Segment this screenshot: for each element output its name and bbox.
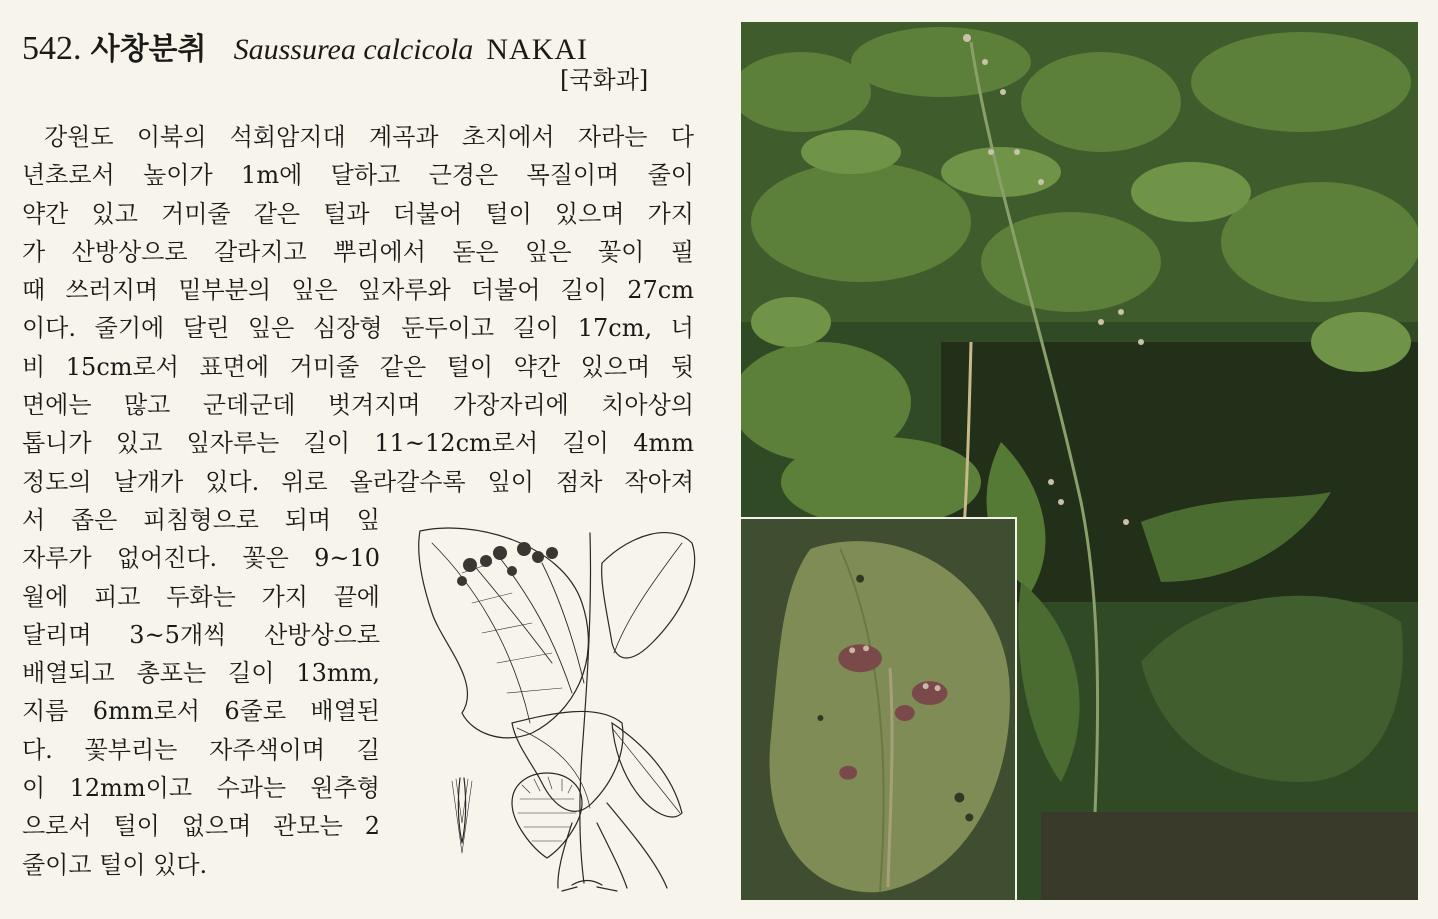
description-line: 지름 6mm로서 6줄로 배열된 [22,697,380,726]
description-line: 자루가 없어진다. 꽃은 9~10 [22,544,380,573]
inset-closeup-photo [741,517,1017,900]
description-line: 강원도 이북의 석회암지대 계곡과 초지에서 자라는 다 [44,123,694,151]
korean-name: 사창분취 [90,32,207,67]
description-line: 약간 있고 거미줄 같은 털과 더불어 털이 있으며 가지 [22,199,694,228]
description-line: 비 15cm로서 표면에 거미줄 같은 털이 약간 있으며 뒷 [22,352,694,381]
scientific-name: Saussurea calcicola [233,33,474,66]
description-line: 월에 피고 두화는 가지 끝에 [22,582,380,611]
description-line: 서 좁은 피침형으로 되며 잎 [22,505,380,534]
description-line: 년초로서 높이가 1m에 달하고 근경은 목질이며 줄이 [22,161,694,190]
description-line: 으로서 털이 없으며 관모는 2 [22,812,380,841]
botanical-drawing [412,523,700,893]
description-line: 줄이고 털이 있다. [22,850,208,879]
description-line: 면에는 많고 군데군데 벗겨지며 가장자리에 치아상의 [22,391,694,420]
species-heading [22,24,588,70]
description-line: 톱니가 있고 잎자루는 길이 11~12cm로서 길이 4mm [22,429,694,458]
description-line: 달리며 3~5개씩 산방상으로 [22,620,380,649]
description-line: 정도의 날개가 있다. 위로 올라갈수록 잎이 점차 작아져 [22,467,694,496]
description-line: 이다. 줄기에 달린 잎은 심장형 둔두이고 길이 17cm, 너 [22,314,694,343]
species-number: 542. [22,30,82,67]
description-line: 배열되고 총포는 길이 13mm, [22,659,380,688]
description-line: 이 12mm이고 수과는 원추형 [22,774,380,803]
description-line: 때 쓰러지며 밑부분의 잎은 잎자루와 더불어 길이 27cm [22,276,694,305]
description-line: 가 산방상으로 갈라지고 뿌리에서 돋은 잎은 꽃이 필 [22,237,694,266]
family-label: [국화과] [560,66,649,94]
description-line: 다. 꽃부리는 자주색이며 길 [22,735,380,764]
author-name: NAKAI [486,33,589,66]
